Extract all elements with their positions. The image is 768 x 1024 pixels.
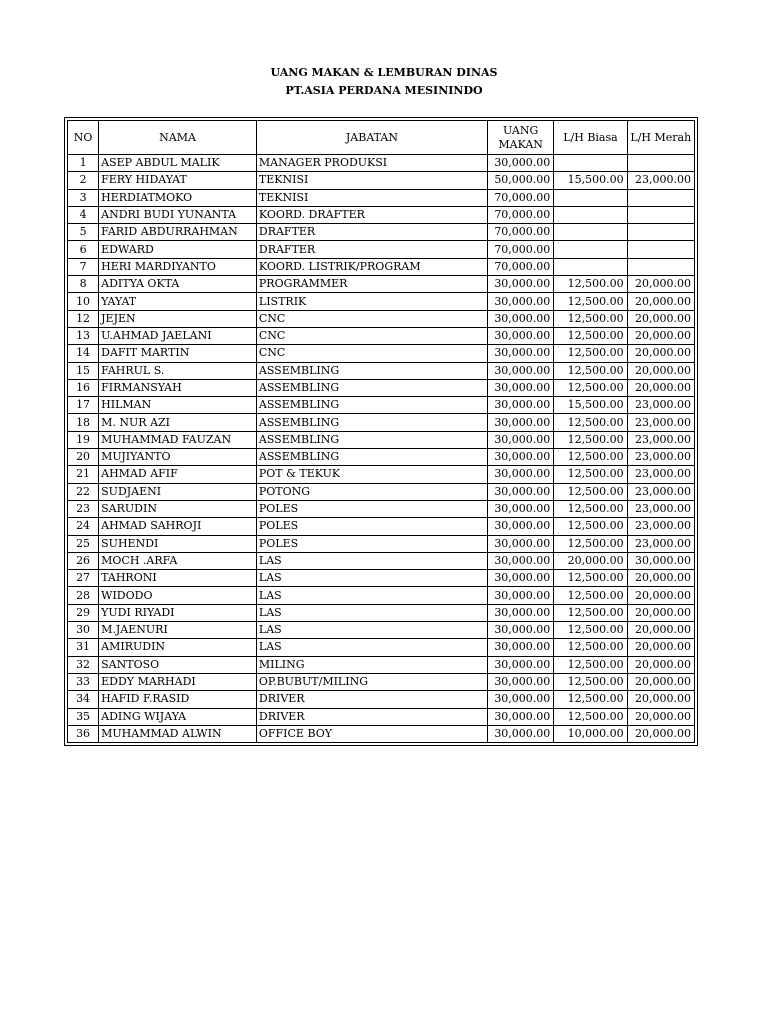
cell-lh-biasa: 12,500.00: [554, 276, 627, 293]
cell-uang-makan: 30,000.00: [487, 483, 553, 500]
cell-uang-makan: 70,000.00: [487, 258, 553, 275]
cell-jabatan: OFFICE BOY: [256, 725, 487, 742]
cell-jabatan: ASSEMBLING: [256, 362, 487, 379]
cell-uang-makan: 30,000.00: [487, 310, 553, 327]
cell-lh-merah: [627, 155, 694, 172]
cell-no: 19: [68, 431, 99, 448]
header-nama: NAMA: [99, 121, 257, 155]
cell-lh-biasa: 12,500.00: [554, 639, 627, 656]
cell-uang-makan: 30,000.00: [487, 673, 553, 690]
cell-lh-merah: 20,000.00: [627, 570, 694, 587]
cell-lh-merah: 20,000.00: [627, 276, 694, 293]
cell-nama: HAFID F.RASID: [99, 691, 257, 708]
cell-nama: FAHRUL S.: [99, 362, 257, 379]
cell-jabatan: CNC: [256, 327, 487, 344]
cell-uang-makan: 70,000.00: [487, 206, 553, 223]
cell-jabatan: POLES: [256, 518, 487, 535]
cell-lh-merah: 20,000.00: [627, 379, 694, 396]
cell-jabatan: POT & TEKUK: [256, 466, 487, 483]
cell-no: 17: [68, 397, 99, 414]
table-row: [68, 466, 695, 483]
cell-jabatan: LAS: [256, 622, 487, 639]
cell-no: 18: [68, 414, 99, 431]
table-row: [68, 725, 695, 742]
table-row: [68, 327, 695, 344]
cell-jabatan: ASSEMBLING: [256, 431, 487, 448]
table-row: [68, 483, 695, 500]
document-title: UANG MAKAN & LEMBURAN DINAS: [270, 66, 498, 79]
cell-nama: SANTOSO: [99, 656, 257, 673]
allowance-table-frame: [64, 117, 698, 746]
cell-no: 35: [68, 708, 99, 725]
cell-jabatan: ASSEMBLING: [256, 449, 487, 466]
cell-jabatan: DRAFTER: [256, 224, 487, 241]
table-row: [68, 155, 695, 172]
table-row: [68, 276, 695, 293]
cell-nama: JEJEN: [99, 310, 257, 327]
cell-no: 13: [68, 327, 99, 344]
cell-no: 20: [68, 449, 99, 466]
cell-lh-merah: 20,000.00: [627, 656, 694, 673]
table-row: [68, 552, 695, 569]
cell-uang-makan: 30,000.00: [487, 518, 553, 535]
cell-uang-makan: 30,000.00: [487, 345, 553, 362]
cell-lh-biasa: 12,500.00: [554, 449, 627, 466]
cell-lh-merah: 20,000.00: [627, 673, 694, 690]
cell-no: 36: [68, 725, 99, 742]
cell-jabatan: LAS: [256, 639, 487, 656]
table-row: [68, 362, 695, 379]
cell-lh-biasa: 12,500.00: [554, 673, 627, 690]
cell-lh-biasa: 12,500.00: [554, 622, 627, 639]
table-row: [68, 397, 695, 414]
cell-lh-biasa: 15,500.00: [554, 397, 627, 414]
cell-no: 5: [68, 224, 99, 241]
cell-no: 7: [68, 258, 99, 275]
cell-no: 3: [68, 189, 99, 206]
cell-nama: WIDODO: [99, 587, 257, 604]
cell-nama: ADING WIJAYA: [99, 708, 257, 725]
cell-jabatan: LAS: [256, 604, 487, 621]
cell-no: 12: [68, 310, 99, 327]
cell-lh-biasa: 12,500.00: [554, 293, 627, 310]
cell-nama: ASEP ABDUL MALIK: [99, 155, 257, 172]
cell-nama: MOCH .ARFA: [99, 552, 257, 569]
cell-uang-makan: 30,000.00: [487, 500, 553, 517]
cell-lh-biasa: [554, 206, 627, 223]
cell-uang-makan: 30,000.00: [487, 570, 553, 587]
cell-lh-biasa: [554, 224, 627, 241]
cell-lh-merah: 20,000.00: [627, 604, 694, 621]
cell-lh-merah: 20,000.00: [627, 587, 694, 604]
table-row: [68, 656, 695, 673]
cell-lh-biasa: 12,500.00: [554, 604, 627, 621]
cell-uang-makan: 30,000.00: [487, 431, 553, 448]
table-row: [68, 293, 695, 310]
header-uang-makan-line2: MAKAN: [498, 137, 543, 151]
cell-lh-merah: 20,000.00: [627, 708, 694, 725]
cell-no: 33: [68, 673, 99, 690]
cell-uang-makan: 30,000.00: [487, 604, 553, 621]
cell-jabatan: DRIVER: [256, 708, 487, 725]
cell-nama: ADITYA OKTA: [99, 276, 257, 293]
cell-uang-makan: 30,000.00: [487, 362, 553, 379]
cell-no: 8: [68, 276, 99, 293]
table-row: [68, 535, 695, 552]
cell-uang-makan: 30,000.00: [487, 535, 553, 552]
cell-lh-merah: 20,000.00: [627, 293, 694, 310]
cell-lh-merah: 23,000.00: [627, 466, 694, 483]
cell-jabatan: POLES: [256, 500, 487, 517]
cell-uang-makan: 30,000.00: [487, 397, 553, 414]
cell-lh-biasa: 20,000.00: [554, 552, 627, 569]
cell-lh-biasa: 12,500.00: [554, 362, 627, 379]
cell-uang-makan: 50,000.00: [487, 172, 553, 189]
table-row: [68, 172, 695, 189]
cell-lh-merah: 23,000.00: [627, 535, 694, 552]
table-row: [68, 379, 695, 396]
company-name: PT.ASIA PERDANA MESININDO: [285, 84, 483, 97]
cell-lh-merah: 20,000.00: [627, 639, 694, 656]
cell-nama: FERY HIDAYAT: [99, 172, 257, 189]
cell-no: 1: [68, 155, 99, 172]
cell-no: 28: [68, 587, 99, 604]
table-row: [68, 708, 695, 725]
header-no: NO: [68, 121, 99, 155]
header-uang-makan: [487, 121, 553, 155]
cell-lh-biasa: 12,500.00: [554, 431, 627, 448]
table-header-row: [68, 121, 695, 155]
cell-nama: HILMAN: [99, 397, 257, 414]
cell-uang-makan: 30,000.00: [487, 552, 553, 569]
cell-lh-merah: 30,000.00: [627, 552, 694, 569]
cell-uang-makan: 30,000.00: [487, 587, 553, 604]
table-row: [68, 431, 695, 448]
cell-nama: MUHAMMAD FAUZAN: [99, 431, 257, 448]
cell-lh-biasa: 12,500.00: [554, 570, 627, 587]
cell-jabatan: KOORD. LISTRIK/PROGRAM: [256, 258, 487, 275]
cell-no: 25: [68, 535, 99, 552]
cell-jabatan: ASSEMBLING: [256, 397, 487, 414]
cell-nama: EDDY MARHADI: [99, 673, 257, 690]
cell-nama: M. NUR AZI: [99, 414, 257, 431]
cell-lh-merah: 20,000.00: [627, 310, 694, 327]
cell-lh-merah: 20,000.00: [627, 622, 694, 639]
cell-lh-biasa: 12,500.00: [554, 379, 627, 396]
cell-jabatan: POLES: [256, 535, 487, 552]
cell-uang-makan: 30,000.00: [487, 379, 553, 396]
cell-nama: MUHAMMAD ALWIN: [99, 725, 257, 742]
header-jabatan: JABATAN: [256, 121, 487, 155]
header-lh-merah: L/H Merah: [627, 121, 694, 155]
cell-nama: M.JAENURI: [99, 622, 257, 639]
cell-lh-merah: [627, 224, 694, 241]
cell-no: 30: [68, 622, 99, 639]
cell-no: 26: [68, 552, 99, 569]
cell-uang-makan: 30,000.00: [487, 466, 553, 483]
cell-lh-merah: 23,000.00: [627, 172, 694, 189]
cell-no: 10: [68, 293, 99, 310]
cell-jabatan: LAS: [256, 587, 487, 604]
cell-jabatan: DRAFTER: [256, 241, 487, 258]
cell-jabatan: ASSEMBLING: [256, 414, 487, 431]
cell-jabatan: KOORD. DRAFTER: [256, 206, 487, 223]
cell-lh-biasa: 12,500.00: [554, 691, 627, 708]
cell-lh-biasa: 12,500.00: [554, 483, 627, 500]
cell-no: 34: [68, 691, 99, 708]
cell-nama: SARUDIN: [99, 500, 257, 517]
cell-lh-biasa: 12,500.00: [554, 587, 627, 604]
table-row: [68, 224, 695, 241]
cell-lh-biasa: [554, 189, 627, 206]
cell-nama: AHMAD AFIF: [99, 466, 257, 483]
cell-nama: FIRMANSYAH: [99, 379, 257, 396]
cell-nama: HERI MARDIYANTO: [99, 258, 257, 275]
cell-uang-makan: 30,000.00: [487, 622, 553, 639]
cell-jabatan: ASSEMBLING: [256, 379, 487, 396]
cell-lh-biasa: 12,500.00: [554, 535, 627, 552]
cell-jabatan: MILING: [256, 656, 487, 673]
cell-nama: DAFIT MARTIN: [99, 345, 257, 362]
cell-jabatan: POTONG: [256, 483, 487, 500]
cell-no: 21: [68, 466, 99, 483]
cell-lh-biasa: 12,500.00: [554, 327, 627, 344]
cell-lh-merah: 20,000.00: [627, 327, 694, 344]
cell-nama: TAHRONI: [99, 570, 257, 587]
cell-jabatan: CNC: [256, 310, 487, 327]
table-row: [68, 518, 695, 535]
cell-uang-makan: 30,000.00: [487, 414, 553, 431]
table-row: [68, 258, 695, 275]
allowance-table: [67, 120, 695, 743]
table-body: [68, 155, 695, 743]
table-row: [68, 587, 695, 604]
cell-nama: HERDIATMOKO: [99, 189, 257, 206]
cell-jabatan: MANAGER PRODUKSI: [256, 155, 487, 172]
cell-jabatan: TEKNISI: [256, 189, 487, 206]
cell-lh-merah: [627, 241, 694, 258]
cell-nama: FARID ABDURRAHMAN: [99, 224, 257, 241]
cell-uang-makan: 30,000.00: [487, 155, 553, 172]
table-row: [68, 310, 695, 327]
cell-jabatan: LAS: [256, 552, 487, 569]
cell-uang-makan: 30,000.00: [487, 449, 553, 466]
cell-uang-makan: 30,000.00: [487, 708, 553, 725]
cell-lh-merah: 23,000.00: [627, 483, 694, 500]
cell-no: 2: [68, 172, 99, 189]
cell-lh-merah: [627, 206, 694, 223]
cell-uang-makan: 30,000.00: [487, 276, 553, 293]
table-row: [68, 500, 695, 517]
table-row: [68, 206, 695, 223]
header-uang-makan-line1: UANG: [502, 123, 539, 137]
cell-lh-biasa: 12,500.00: [554, 500, 627, 517]
cell-no: 6: [68, 241, 99, 258]
cell-lh-biasa: 12,500.00: [554, 414, 627, 431]
cell-lh-merah: 23,000.00: [627, 397, 694, 414]
cell-nama: YAYAT: [99, 293, 257, 310]
cell-jabatan: TEKNISI: [256, 172, 487, 189]
cell-jabatan: LISTRIK: [256, 293, 487, 310]
cell-uang-makan: 30,000.00: [487, 293, 553, 310]
cell-lh-merah: 23,000.00: [627, 518, 694, 535]
cell-lh-biasa: 12,500.00: [554, 466, 627, 483]
cell-jabatan: OP.BUBUT/MILING: [256, 673, 487, 690]
cell-jabatan: LAS: [256, 570, 487, 587]
table-row: [68, 345, 695, 362]
table-row: [68, 570, 695, 587]
cell-lh-biasa: 10,000.00: [554, 725, 627, 742]
cell-no: 27: [68, 570, 99, 587]
cell-jabatan: DRIVER: [256, 691, 487, 708]
cell-nama: YUDI RIYADI: [99, 604, 257, 621]
cell-uang-makan: 30,000.00: [487, 691, 553, 708]
table-row: [68, 414, 695, 431]
cell-lh-biasa: 12,500.00: [554, 708, 627, 725]
cell-nama: U.AHMAD JAELANI: [99, 327, 257, 344]
table-row: [68, 604, 695, 621]
cell-lh-merah: [627, 189, 694, 206]
cell-no: 24: [68, 518, 99, 535]
cell-no: 29: [68, 604, 99, 621]
table-row: [68, 241, 695, 258]
cell-no: 32: [68, 656, 99, 673]
cell-nama: AHMAD SAHROJI: [99, 518, 257, 535]
cell-uang-makan: 70,000.00: [487, 241, 553, 258]
table-row: [68, 673, 695, 690]
cell-jabatan: PROGRAMMER: [256, 276, 487, 293]
cell-uang-makan: 70,000.00: [487, 224, 553, 241]
cell-no: 15: [68, 362, 99, 379]
table-row: [68, 189, 695, 206]
cell-uang-makan: 30,000.00: [487, 327, 553, 344]
cell-lh-merah: 23,000.00: [627, 414, 694, 431]
cell-no: 14: [68, 345, 99, 362]
cell-lh-biasa: [554, 241, 627, 258]
cell-lh-biasa: 12,500.00: [554, 310, 627, 327]
header-lh-biasa: L/H Biasa: [554, 121, 627, 155]
cell-lh-merah: 20,000.00: [627, 345, 694, 362]
table-row: [68, 449, 695, 466]
cell-nama: EDWARD: [99, 241, 257, 258]
cell-no: 4: [68, 206, 99, 223]
cell-lh-merah: 20,000.00: [627, 362, 694, 379]
cell-no: 22: [68, 483, 99, 500]
table-row: [68, 639, 695, 656]
cell-lh-biasa: [554, 258, 627, 275]
cell-jabatan: CNC: [256, 345, 487, 362]
cell-no: 31: [68, 639, 99, 656]
cell-no: 16: [68, 379, 99, 396]
table-row: [68, 622, 695, 639]
table-row: [68, 691, 695, 708]
cell-lh-merah: 23,000.00: [627, 500, 694, 517]
cell-lh-biasa: 15,500.00: [554, 172, 627, 189]
cell-nama: ANDRI BUDI YUNANTA: [99, 206, 257, 223]
cell-no: 23: [68, 500, 99, 517]
cell-lh-biasa: 12,500.00: [554, 518, 627, 535]
cell-lh-merah: 20,000.00: [627, 691, 694, 708]
cell-lh-merah: [627, 258, 694, 275]
cell-lh-biasa: 12,500.00: [554, 656, 627, 673]
cell-uang-makan: 70,000.00: [487, 189, 553, 206]
cell-uang-makan: 30,000.00: [487, 725, 553, 742]
cell-uang-makan: 30,000.00: [487, 656, 553, 673]
cell-lh-merah: 23,000.00: [627, 431, 694, 448]
cell-lh-biasa: [554, 155, 627, 172]
cell-nama: SUDJAENI: [99, 483, 257, 500]
cell-lh-merah: 20,000.00: [627, 725, 694, 742]
cell-lh-merah: 23,000.00: [627, 449, 694, 466]
cell-nama: MUJIYANTO: [99, 449, 257, 466]
cell-uang-makan: 30,000.00: [487, 639, 553, 656]
cell-nama: SUHENDI: [99, 535, 257, 552]
cell-lh-biasa: 12,500.00: [554, 345, 627, 362]
cell-nama: AMIRUDIN: [99, 639, 257, 656]
